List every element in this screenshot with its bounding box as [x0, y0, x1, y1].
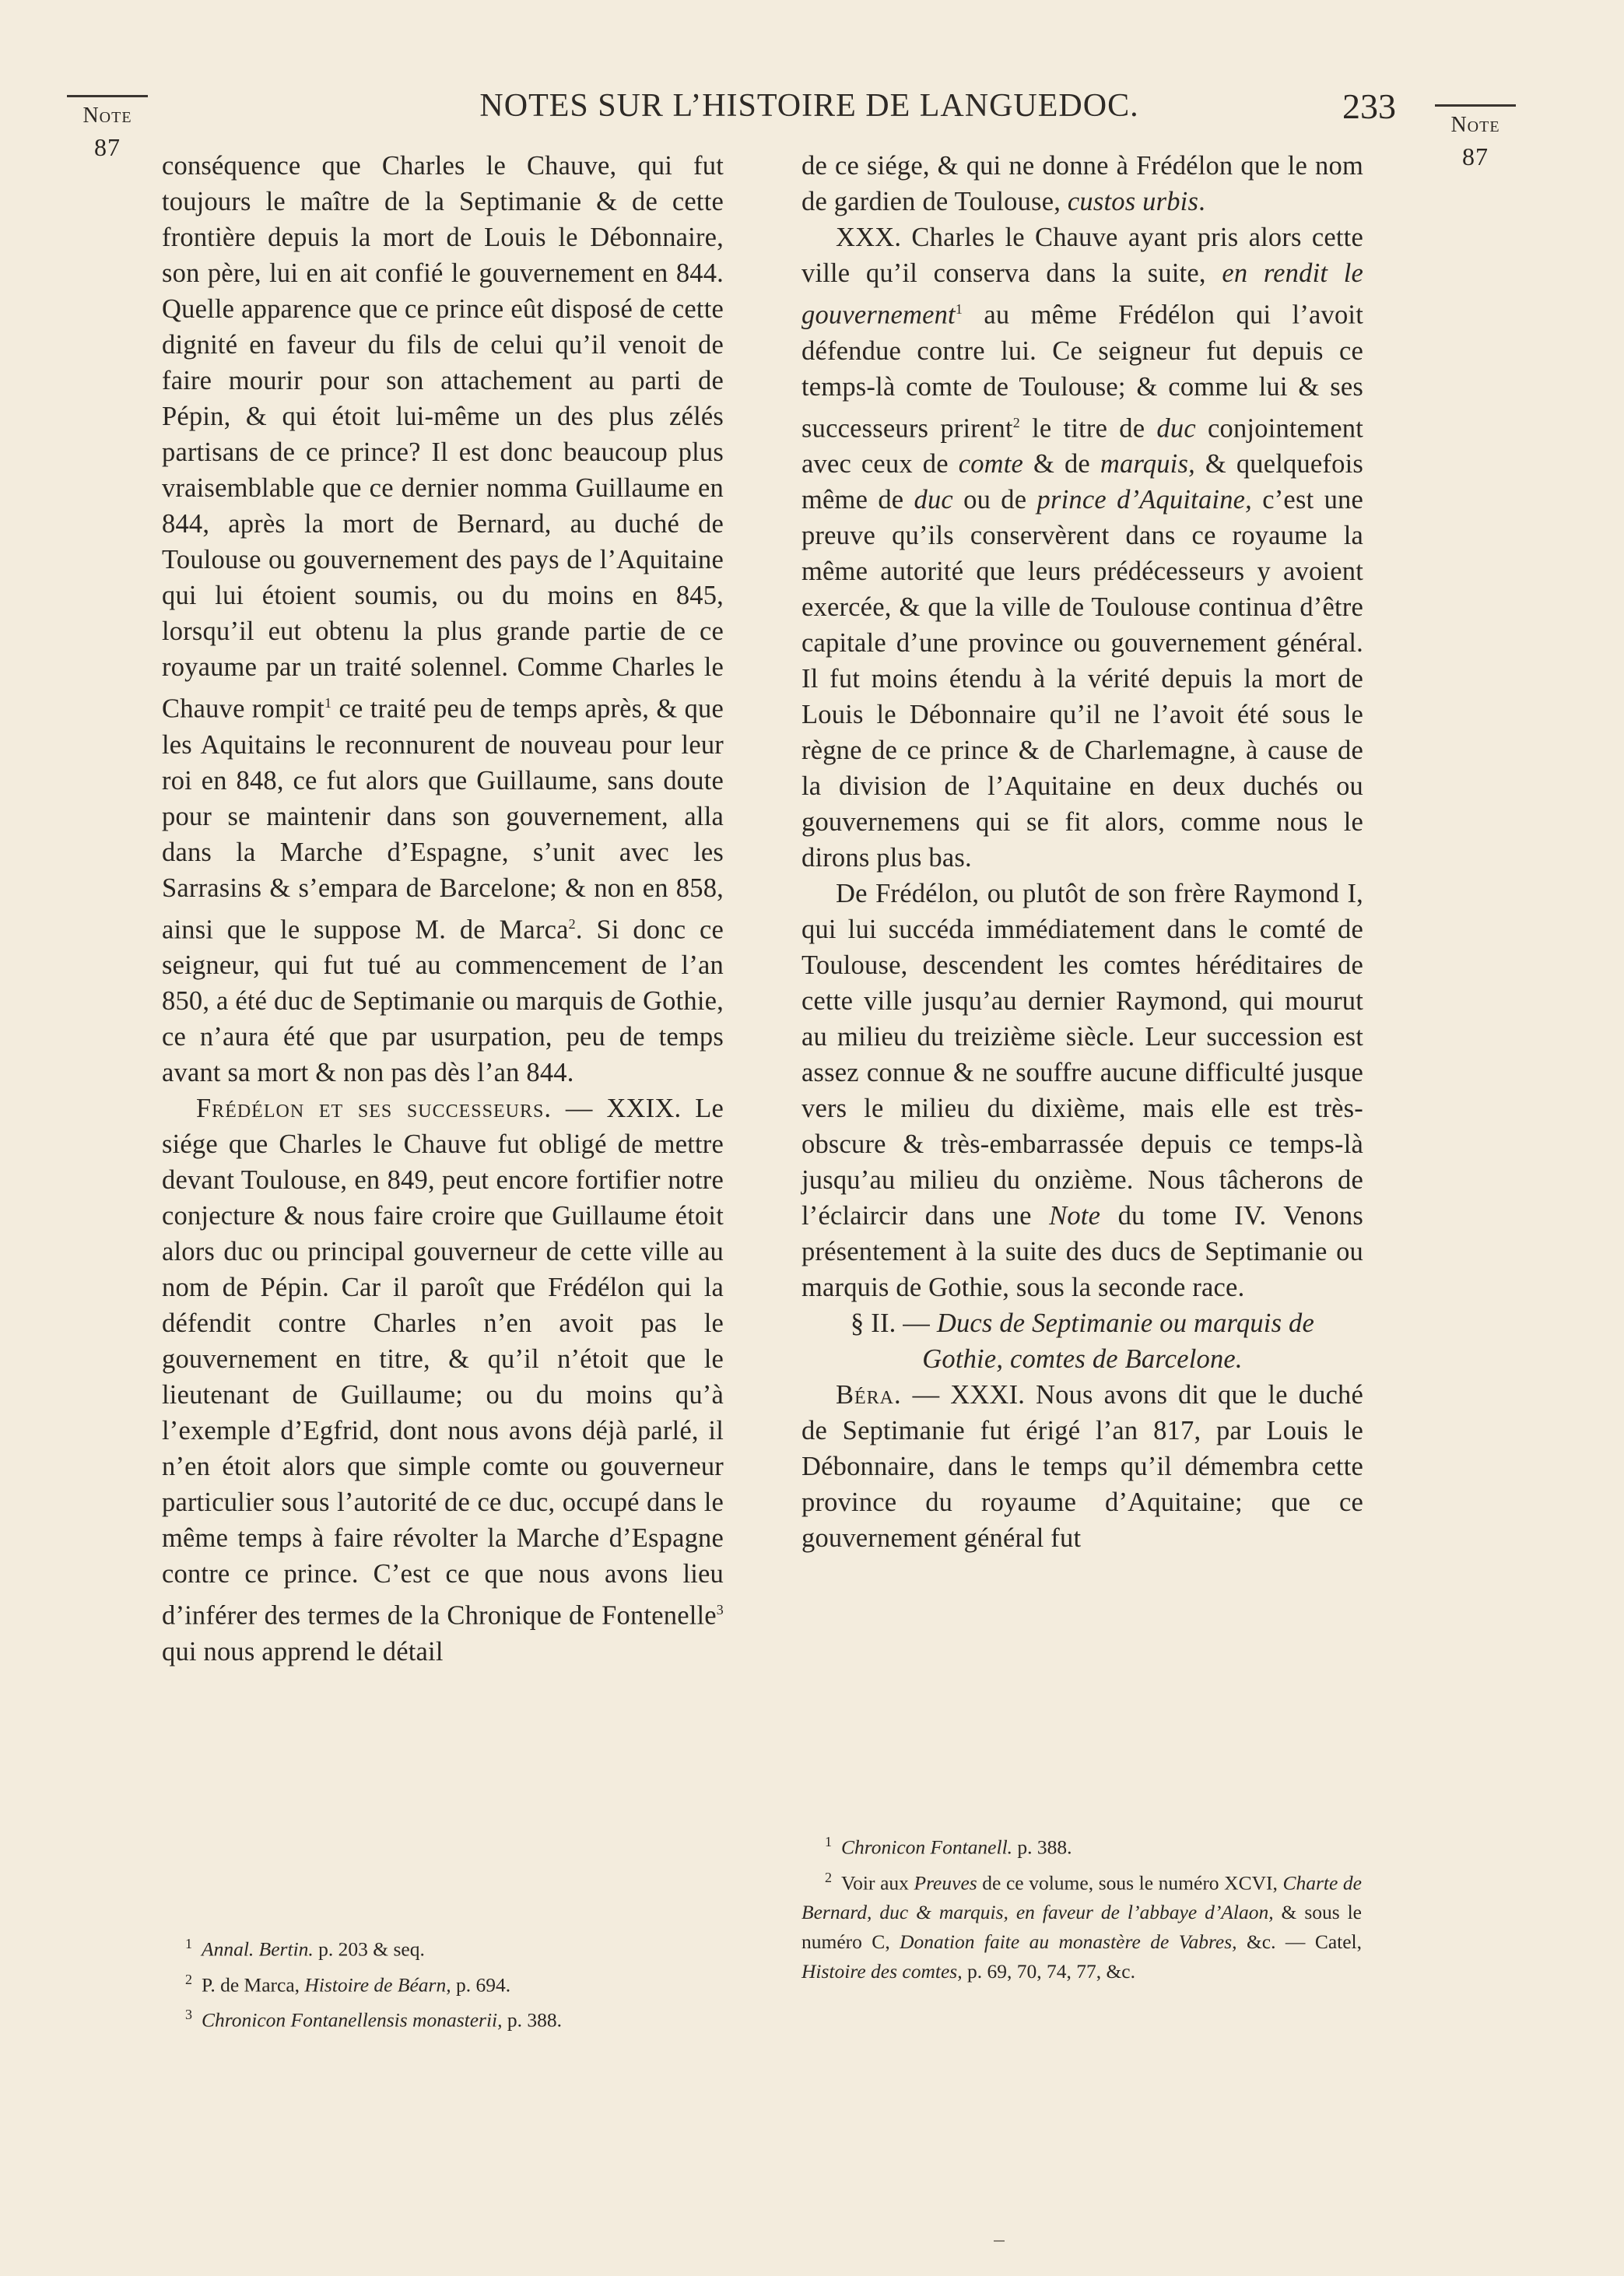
left-column — [162, 148, 724, 1670]
running-header: NOTES SUR L’HISTOIRE DE LANGUEDOC. — [479, 88, 1139, 124]
margin-note-number: 87 — [94, 133, 121, 161]
margin-note-label: Note — [1450, 113, 1500, 137]
margin-note-right — [1429, 104, 1522, 171]
footnote: $^1$ Annal. Bertin. p. 203 & seq. — [185, 1936, 425, 1961]
footnote: $^1$ Chronicon Fontanell. p. 388. — [825, 1834, 1072, 1859]
paragraph: Frédélon et ses successeurs. — XXIX. Le siége que Charles le Chauve fut obligé de mettre devant Toulouse, en 849, peut encore fortifier notre conjecture & nous faire croire que Guillaume étoit alors duc ou principal gouverneur de cette ville au nom de Pépin. Car il paroît que Frédélon qui la défendit contre Charles n’en avoit pas le gouvernement en titre, & qu’il n’étoit que le lieutenant de Guillaume; ou du moins qu’à l’exemple d’Egfrid, dont nous avons déjà parlé, il n’en étoit alors que simple comte ou gouverneur particulier sous l’autorité de ce duc, occupé dans le même temps à faire révolter la Marche d’Espagne contre ce prince. C’est ce que nous avons lieu d’inférer des termes de la Chronique de Fontenelle$^3$ qui nous apprend le détail — [162, 1094, 724, 1667]
right-column — [801, 148, 1363, 1556]
paragraph: de ce siége, & qui ne donne à Frédélon que le nom de gardien de Toulouse, custos urbis. — [801, 151, 1363, 216]
printer-mark — [994, 2240, 1005, 2242]
paragraph: XXX. Charles le Chauve ayant pris alors cette ville qu’il conserva dans la suite, en rendit le gouvernement$^1$ au même Frédélon qui l’avoit défendue contre lui. Ce seigneur fut depuis ce temps-là comte de Toulouse; & comme lui & ses successeurs prirent$^2$ le titre de duc conjointement avec ceux de comte & de marquis, & quelquefois même de duc ou de prince d’Aquitaine, c’est une preuve qu’ils conservèrent dans ce royaume la même autorité que leurs prédécesseurs y avoient exercée, & que la ville de Toulouse continua d’être capitale d’une province ou gouvernement général. Il fut moins étendu à la vérité depuis la mort de Louis le Débonnaire qu’il ne l’avoit été sous le règne de ce prince & de Charlemagne, à cause de la division de l’Aquitaine en deux duchés ou gouvernemens qui se fit alors, comme nous le dirons plus bas. — [801, 223, 1364, 873]
footnote-ref: 3 — [716, 1602, 724, 1617]
footnotes-left — [185, 1929, 730, 2035]
margin-note-number: 87 — [1462, 142, 1489, 170]
margin-note-label: Note — [82, 104, 132, 128]
footnote-ref: 1 — [324, 695, 332, 711]
page-number: 233 — [1342, 86, 1396, 126]
margin-note-left — [61, 95, 154, 162]
margin-rule — [1435, 104, 1516, 107]
section-heading-inline: Béra. — [836, 1380, 902, 1410]
paragraph: De Frédélon, ou plutôt de son frère Raymond I, qui lui succéda immédiatement dans le comté de Toulouse, descendent les comtes héréditaires de cette ville jusqu’au dernier Raymond, qui mourut au milieu du treizième siècle. Leur succession est assez connue & ne souffre aucune difficulté jusque vers le milieu du dixième, mais elle est très-obscure & très-embarrassée depuis ce temps-là jusqu’au milieu du onzième. Nous tâcherons de l’éclaircir dans une Note du tome IV. Venons présentement à la suite des ducs de Septimanie ou marquis de Gothie, sous la seconde race. — [801, 879, 1363, 1302]
footnote: $^2$ Voir aux Preuves de ce volume, sous le numéro XCVI, Charte de Bernard, duc & marquis, en faveur de l’abbaye d’Alaon, & sous le numéro C, Donation faite au monastère de Vabres, &c. — Catel, Histoire des comtes, p. 69, 70, 74, 77, &c. — [801, 1869, 1363, 1983]
section-heading: § II. — Ducs de Septimanie ou marquis de Gothie, comtes de Barcelone. — [851, 1308, 1314, 1374]
footnote-ref: 2 — [568, 915, 576, 932]
footnote: $^2$ P. de Marca, Histoire de Béarn, p. 694. — [185, 1971, 511, 1996]
footnote: $^3$ Chronicon Fontanellensis monasterii, p. 388. — [185, 2007, 562, 2032]
margin-rule — [67, 95, 148, 97]
paragraph: Béra. — XXXI. Nous avons dit que le duché de Septimanie fut érigé l’an 817, par Louis le Débonnaire, dans le temps qu’il démembra cette province du royaume d’Aquitaine; que ce gouvernement général fut — [801, 1380, 1363, 1553]
section-heading-inline: Frédélon et ses successeurs. — [196, 1094, 552, 1123]
footnotes-right — [801, 1827, 1362, 1986]
footnote-ref: 2 — [1012, 414, 1020, 430]
paragraph: conséquence que Charles le Chauve, qui fut toujours le maître de la Septimanie & de cette frontière depuis la mort de Louis le Débonnaire, son père, lui en ait confié le gouvernement en 844. Quelle apparence que ce prince eût disposé de cette dignité en faveur du fils de celui qu’il venoit de faire mourir pour son attachement au parti de Pépin, & qui étoit lui-même un des plus zélés partisans de ce prince? Il est donc beaucoup plus vraisemblable que ce dernier nomma Guillaume en 844, après la mort de Bernard, au duché de Toulouse ou gouvernement des pays de l’Aquitaine qui lui étoient soumis, ou du moins en 845, lorsqu’il eut obtenu la plus grande partie de ce royaume par un traité solennel. Comme Charles le Chauve rompit$^1$ ce traité peu de temps après, & que les Aquitains le reconnurent de nouveau pour leur roi en 848, ce fut alors que Guillaume, sans doute pour se maintenir dans son gouvernement, alla dans la Marche d’Espagne, s’unit avec les Sarrasins & s’empara de Barcelone; & non en 858, ainsi que le suppose M. de Marca$^2$. Si donc ce seigneur, qui fut tué au commencement de l’an 850, a été duc de Septimanie ou marquis de Gothie, ce n’aura été que par usurpation, peu de temps avant sa mort & non pas dès l’an 844. — [162, 151, 724, 1087]
footnote-ref: 1 — [955, 301, 963, 317]
